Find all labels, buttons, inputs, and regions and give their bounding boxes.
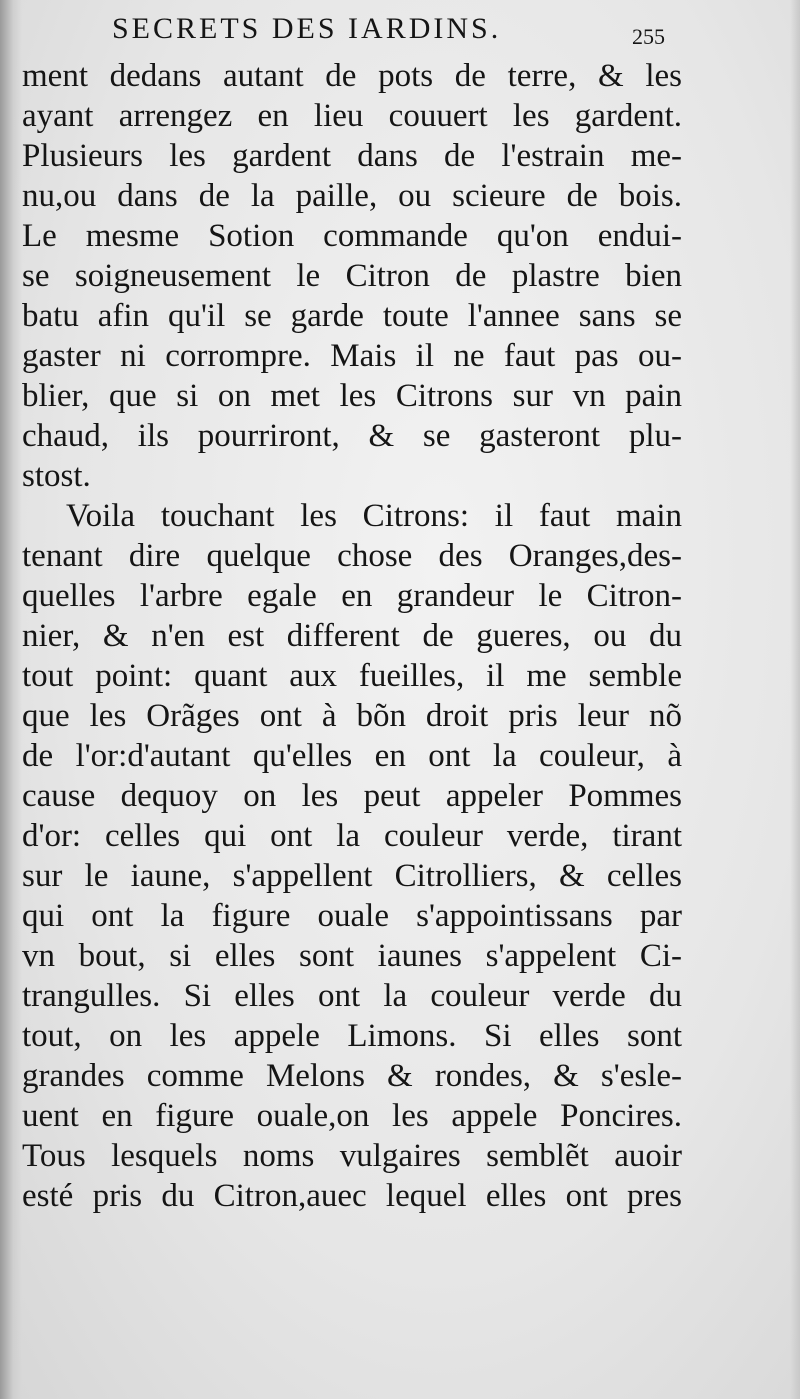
text-line: se soigneusement le Citron de plastre bien [22,258,682,294]
text-line: tenant dire quelque chose des Oranges,des- [22,538,682,574]
body-text [22,56,682,1216]
text-line: nu,ou dans de la paille, ou scieure de bois. [22,178,682,214]
text-line: esté pris du Citron,auec lequel elles ont pres [22,1178,682,1214]
text-line: quelles l'arbre egale en grandeur le Citron- [22,578,682,614]
binding-gutter-shadow [0,0,22,1399]
text-line: gaster ni corrompre. Mais il ne faut pas ou- [22,338,682,374]
text-line: trangulles. Si elles ont la couleur verde du [22,978,682,1014]
text-line: ayant arrengez en lieu couuert les gardent. [22,98,682,134]
text-line: tout point: quant aux fueilles, il me semble [22,658,682,694]
text-line: grandes comme Melons & rondes, & s'esle- [22,1058,682,1094]
text-line: cause dequoy on les peut appeler Pommes [22,778,682,814]
page-number: 255 [632,24,665,49]
text-line: tout, on les appele Limons. Si elles sont [22,1018,682,1054]
text-line: nier, & n'en est different de gueres, ou du [22,618,682,654]
text-line: vn bout, si elles sont iaunes s'appelent Ci- [22,938,682,974]
text-line: qui ont la figure ouale s'appointissans par [22,898,682,934]
text-line: blier, que si on met les Citrons sur vn pain [22,378,682,414]
text-line: sur le iaune, s'appellent Citrolliers, & celles [22,858,682,894]
text-line: Tous lesquels noms vulgaires semblẽt auoir [22,1138,682,1174]
text-line: chaud, ils pourriront, & se gasteront plu- [22,418,682,454]
text-line: que les Orãges ont à bõn droit pris leur nõ [22,698,682,734]
page-edge-shadow [790,0,800,1399]
text-line: batu afin qu'il se garde toute l'annee sans se [22,298,682,334]
running-title: SECRETS DES IARDINS. [112,12,502,45]
text-line: Plusieurs les gardent dans de l'estrain me- [22,138,682,174]
text-line: d'or: celles qui ont la couleur verde, tirant [22,818,682,854]
text-line: de l'or:d'autant qu'elles en ont la couleur, à [22,738,682,774]
paragraph-start-line: Voila touchant les Citrons: il faut main [66,498,682,534]
text-line: Le mesme Sotion commande qu'on endui- [22,218,682,254]
text-line: ment dedans autant de pots de terre, & les [22,58,682,94]
text-line: uent en figure ouale,on les appele Poncires. [22,1098,682,1134]
page-header [22,10,682,50]
paragraph-end-line: stost. [22,458,91,494]
